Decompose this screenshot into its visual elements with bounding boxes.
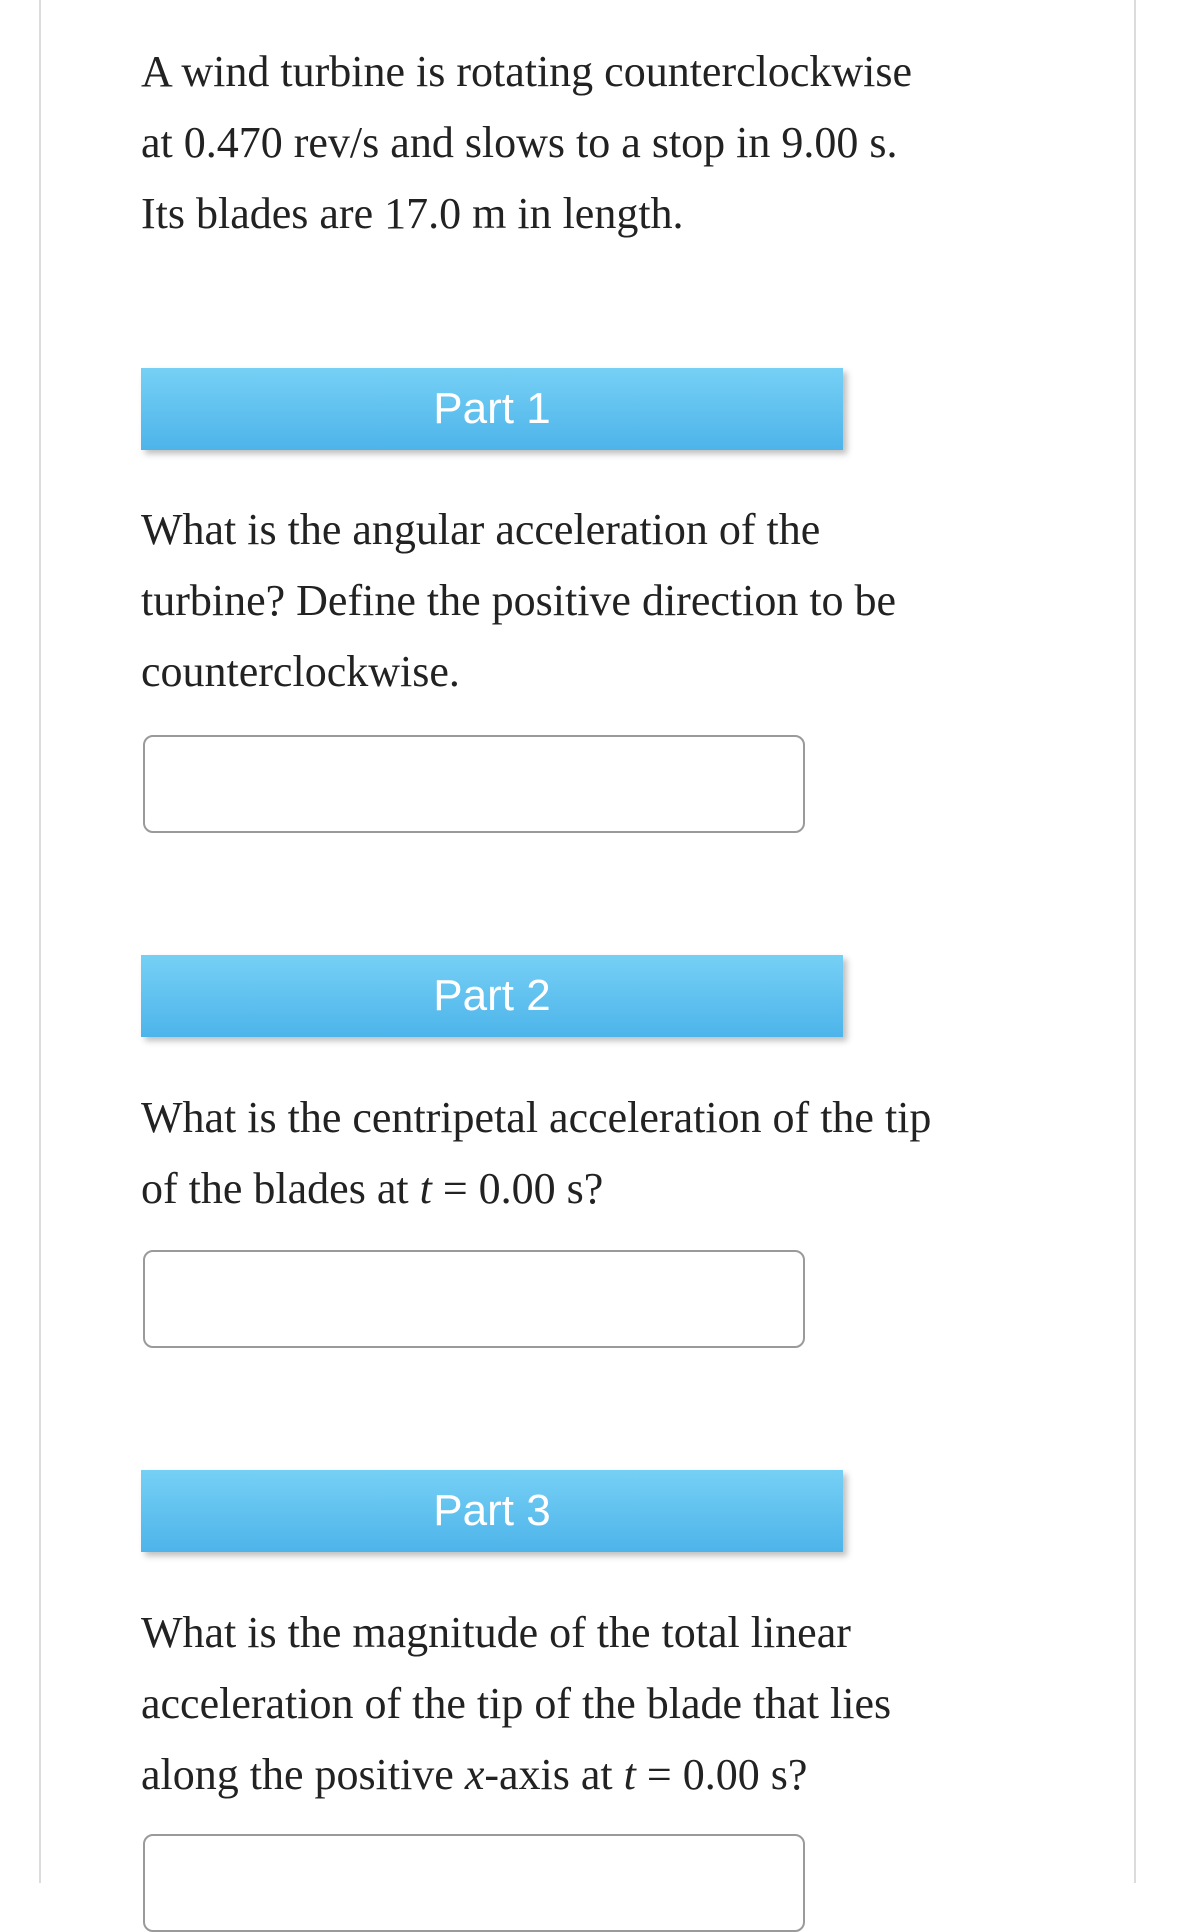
problem-line-1: A wind turbine is rotating counterclockwise — [141, 47, 913, 96]
part-2-title: Part 2 — [433, 971, 551, 1020]
part-2-question-line-2 — [141, 1153, 1041, 1224]
part-3-question-line-3-post: = 0.00 s? — [635, 1750, 808, 1799]
part-3-question-line-3-mid: -axis at — [484, 1750, 624, 1799]
part-1-question-line-1: What is the angular acceleration of the — [141, 505, 821, 554]
part-3-answer-input[interactable] — [143, 1834, 805, 1932]
part-3-header — [141, 1470, 843, 1552]
problem-line-2: at 0.470 rev/s and slows to a stop in 9.00 s. — [141, 118, 898, 167]
part-3-question-line-3 — [141, 1739, 1041, 1810]
problem-statement — [141, 36, 1041, 249]
part-3-question-line-2: acceleration of the tip of the blade that lies — [141, 1679, 892, 1728]
part-3-question-line-1: What is the magnitude of the total linear — [141, 1608, 851, 1657]
part-1-question-line-3: counterclockwise. — [141, 647, 460, 696]
part-2-header — [141, 955, 843, 1037]
problem-line-3: Its blades are 17.0 m in length. — [141, 189, 684, 238]
part-1-answer-input[interactable] — [143, 735, 805, 833]
variable-t: t — [419, 1164, 432, 1213]
variable-t: t — [623, 1750, 636, 1799]
part-3-question — [141, 1597, 1041, 1810]
part-2-question-line-1: What is the centripetal acceleration of the tip — [141, 1093, 932, 1142]
part-1-title: Part 1 — [433, 384, 551, 433]
part-2-answer-input[interactable] — [143, 1250, 805, 1348]
variable-x: x — [464, 1750, 485, 1799]
part-3-question-line-3-pre: along the positive — [141, 1750, 465, 1799]
part-2-question — [141, 1082, 1041, 1224]
part-1-question-line-2: turbine? Define the positive direction to be — [141, 576, 897, 625]
part-1-header — [141, 368, 843, 450]
part-3-title: Part 3 — [433, 1486, 551, 1535]
part-1-question — [141, 494, 1041, 707]
part-2-question-line-2-pre: of the blades at — [141, 1164, 420, 1213]
part-2-question-line-2-post: = 0.00 s? — [431, 1164, 604, 1213]
